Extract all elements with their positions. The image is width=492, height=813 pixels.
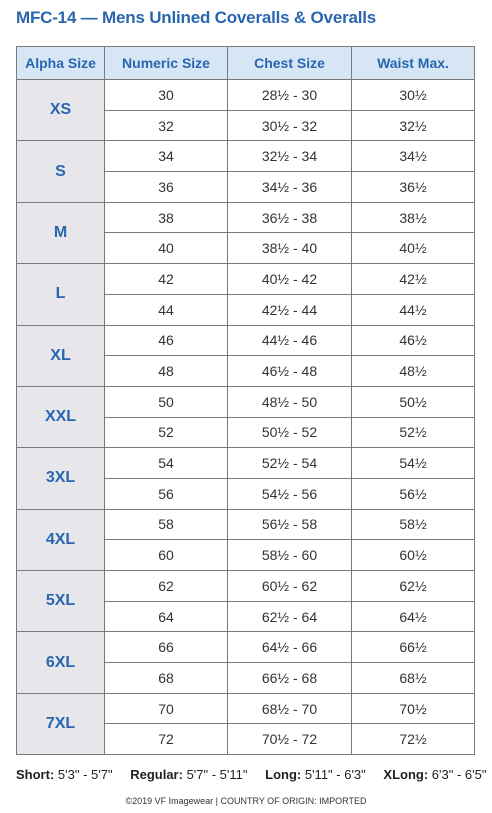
chest-size-cell: 34½ - 36 — [228, 172, 352, 203]
chest-size-cell: 64½ - 66 — [228, 632, 352, 663]
table-row — [17, 632, 475, 663]
table-row — [17, 80, 475, 111]
chest-size-cell: 28½ - 30 — [228, 80, 352, 111]
chest-size-cell: 46½ - 48 — [228, 356, 352, 387]
chest-size-cell: 68½ - 70 — [228, 693, 352, 724]
numeric-size-cell: 64 — [105, 601, 228, 632]
alpha-size-cell: 3XL — [17, 448, 105, 509]
numeric-size-cell: 42 — [105, 264, 228, 295]
numeric-size-cell: 52 — [105, 417, 228, 448]
numeric-size-cell: 38 — [105, 202, 228, 233]
chest-size-cell: 42½ - 44 — [228, 294, 352, 325]
waist-max-cell: 40½ — [352, 233, 475, 264]
waist-max-cell: 36½ — [352, 172, 475, 203]
numeric-size-cell: 48 — [105, 356, 228, 387]
alpha-size-cell: S — [17, 141, 105, 202]
chest-size-cell: 66½ - 68 — [228, 663, 352, 694]
chest-size-cell: 36½ - 38 — [228, 202, 352, 233]
numeric-size-cell: 60 — [105, 540, 228, 571]
header-chest-size: Chest Size — [228, 47, 352, 80]
inseam-footer — [16, 767, 492, 782]
alpha-size-cell: 4XL — [17, 509, 105, 570]
numeric-size-cell: 36 — [105, 172, 228, 203]
numeric-size-cell: 72 — [105, 724, 228, 755]
waist-max-cell: 56½ — [352, 478, 475, 509]
header-waist-max: Waist Max. — [352, 47, 475, 80]
waist-max-cell: 68½ — [352, 663, 475, 694]
numeric-size-cell: 54 — [105, 448, 228, 479]
waist-max-cell: 70½ — [352, 693, 475, 724]
waist-max-cell: 52½ — [352, 417, 475, 448]
inseam-value: 6'3" - 6'5" — [431, 767, 487, 782]
size-chart-body — [17, 80, 475, 755]
waist-max-cell: 48½ — [352, 356, 475, 387]
inseam-value: 5'11" - 6'3" — [304, 767, 366, 782]
inseam-label: XLong: — [383, 767, 429, 782]
alpha-size-cell: XS — [17, 80, 105, 141]
table-row — [17, 325, 475, 356]
numeric-size-cell: 30 — [105, 80, 228, 111]
alpha-size-cell: XL — [17, 325, 105, 386]
alpha-size-cell: L — [17, 264, 105, 325]
alpha-size-cell: 7XL — [17, 693, 105, 754]
table-row — [17, 141, 475, 172]
inseam-long — [265, 767, 366, 782]
numeric-size-cell: 34 — [105, 141, 228, 172]
inseam-value: 5'7" - 5'11" — [186, 767, 248, 782]
chest-size-cell: 48½ - 50 — [228, 386, 352, 417]
table-header-row — [17, 47, 475, 80]
header-numeric-size: Numeric Size — [105, 47, 228, 80]
waist-max-cell: 54½ — [352, 448, 475, 479]
chest-size-cell: 56½ - 58 — [228, 509, 352, 540]
chest-size-cell: 50½ - 52 — [228, 417, 352, 448]
chest-size-cell: 58½ - 60 — [228, 540, 352, 571]
waist-max-cell: 60½ — [352, 540, 475, 571]
page-title: MFC-14 — Mens Unlined Coveralls & Overalls — [16, 8, 377, 27]
table-row — [17, 571, 475, 602]
waist-max-cell: 42½ — [352, 264, 475, 295]
chest-size-cell: 40½ - 42 — [228, 264, 352, 295]
chest-size-cell: 38½ - 40 — [228, 233, 352, 264]
waist-max-cell: 32½ — [352, 110, 475, 141]
inseam-value: 5'3" - 5'7" — [57, 767, 113, 782]
numeric-size-cell: 68 — [105, 663, 228, 694]
alpha-size-cell: XXL — [17, 386, 105, 447]
numeric-size-cell: 46 — [105, 325, 228, 356]
waist-max-cell: 66½ — [352, 632, 475, 663]
chest-size-cell: 54½ - 56 — [228, 478, 352, 509]
header-alpha-size: Alpha Size — [17, 47, 105, 80]
numeric-size-cell: 32 — [105, 110, 228, 141]
alpha-size-cell: 6XL — [17, 632, 105, 693]
inseam-xlong — [383, 767, 486, 782]
inseam-regular — [130, 767, 247, 782]
table-row — [17, 509, 475, 540]
waist-max-cell: 64½ — [352, 601, 475, 632]
copyright-notice: ©2019 VF Imagewear | COUNTRY OF ORIGIN: IMPORTED — [125, 796, 367, 806]
alpha-size-cell: M — [17, 202, 105, 263]
inseam-label: Long: — [265, 767, 302, 782]
chest-size-cell: 32½ - 34 — [228, 141, 352, 172]
waist-max-cell: 58½ — [352, 509, 475, 540]
table-row — [17, 264, 475, 295]
numeric-size-cell: 40 — [105, 233, 228, 264]
waist-max-cell: 62½ — [352, 571, 475, 602]
waist-max-cell: 72½ — [352, 724, 475, 755]
table-row — [17, 386, 475, 417]
numeric-size-cell: 66 — [105, 632, 228, 663]
waist-max-cell: 46½ — [352, 325, 475, 356]
table-row — [17, 448, 475, 479]
chest-size-cell: 52½ - 54 — [228, 448, 352, 479]
inseam-label: Short: — [16, 767, 55, 782]
waist-max-cell: 50½ — [352, 386, 475, 417]
numeric-size-cell: 62 — [105, 571, 228, 602]
inseam-short — [16, 767, 113, 782]
waist-max-cell: 44½ — [352, 294, 475, 325]
alpha-size-cell: 5XL — [17, 571, 105, 632]
size-chart-table — [16, 46, 475, 755]
table-row — [17, 202, 475, 233]
chest-size-cell: 30½ - 32 — [228, 110, 352, 141]
waist-max-cell: 38½ — [352, 202, 475, 233]
chest-size-cell: 60½ - 62 — [228, 571, 352, 602]
numeric-size-cell: 56 — [105, 478, 228, 509]
numeric-size-cell: 44 — [105, 294, 228, 325]
inseam-label: Regular: — [130, 767, 183, 782]
numeric-size-cell: 70 — [105, 693, 228, 724]
chest-size-cell: 70½ - 72 — [228, 724, 352, 755]
chest-size-cell: 62½ - 64 — [228, 601, 352, 632]
numeric-size-cell: 50 — [105, 386, 228, 417]
chest-size-cell: 44½ - 46 — [228, 325, 352, 356]
table-row — [17, 693, 475, 724]
waist-max-cell: 34½ — [352, 141, 475, 172]
numeric-size-cell: 58 — [105, 509, 228, 540]
waist-max-cell: 30½ — [352, 80, 475, 111]
